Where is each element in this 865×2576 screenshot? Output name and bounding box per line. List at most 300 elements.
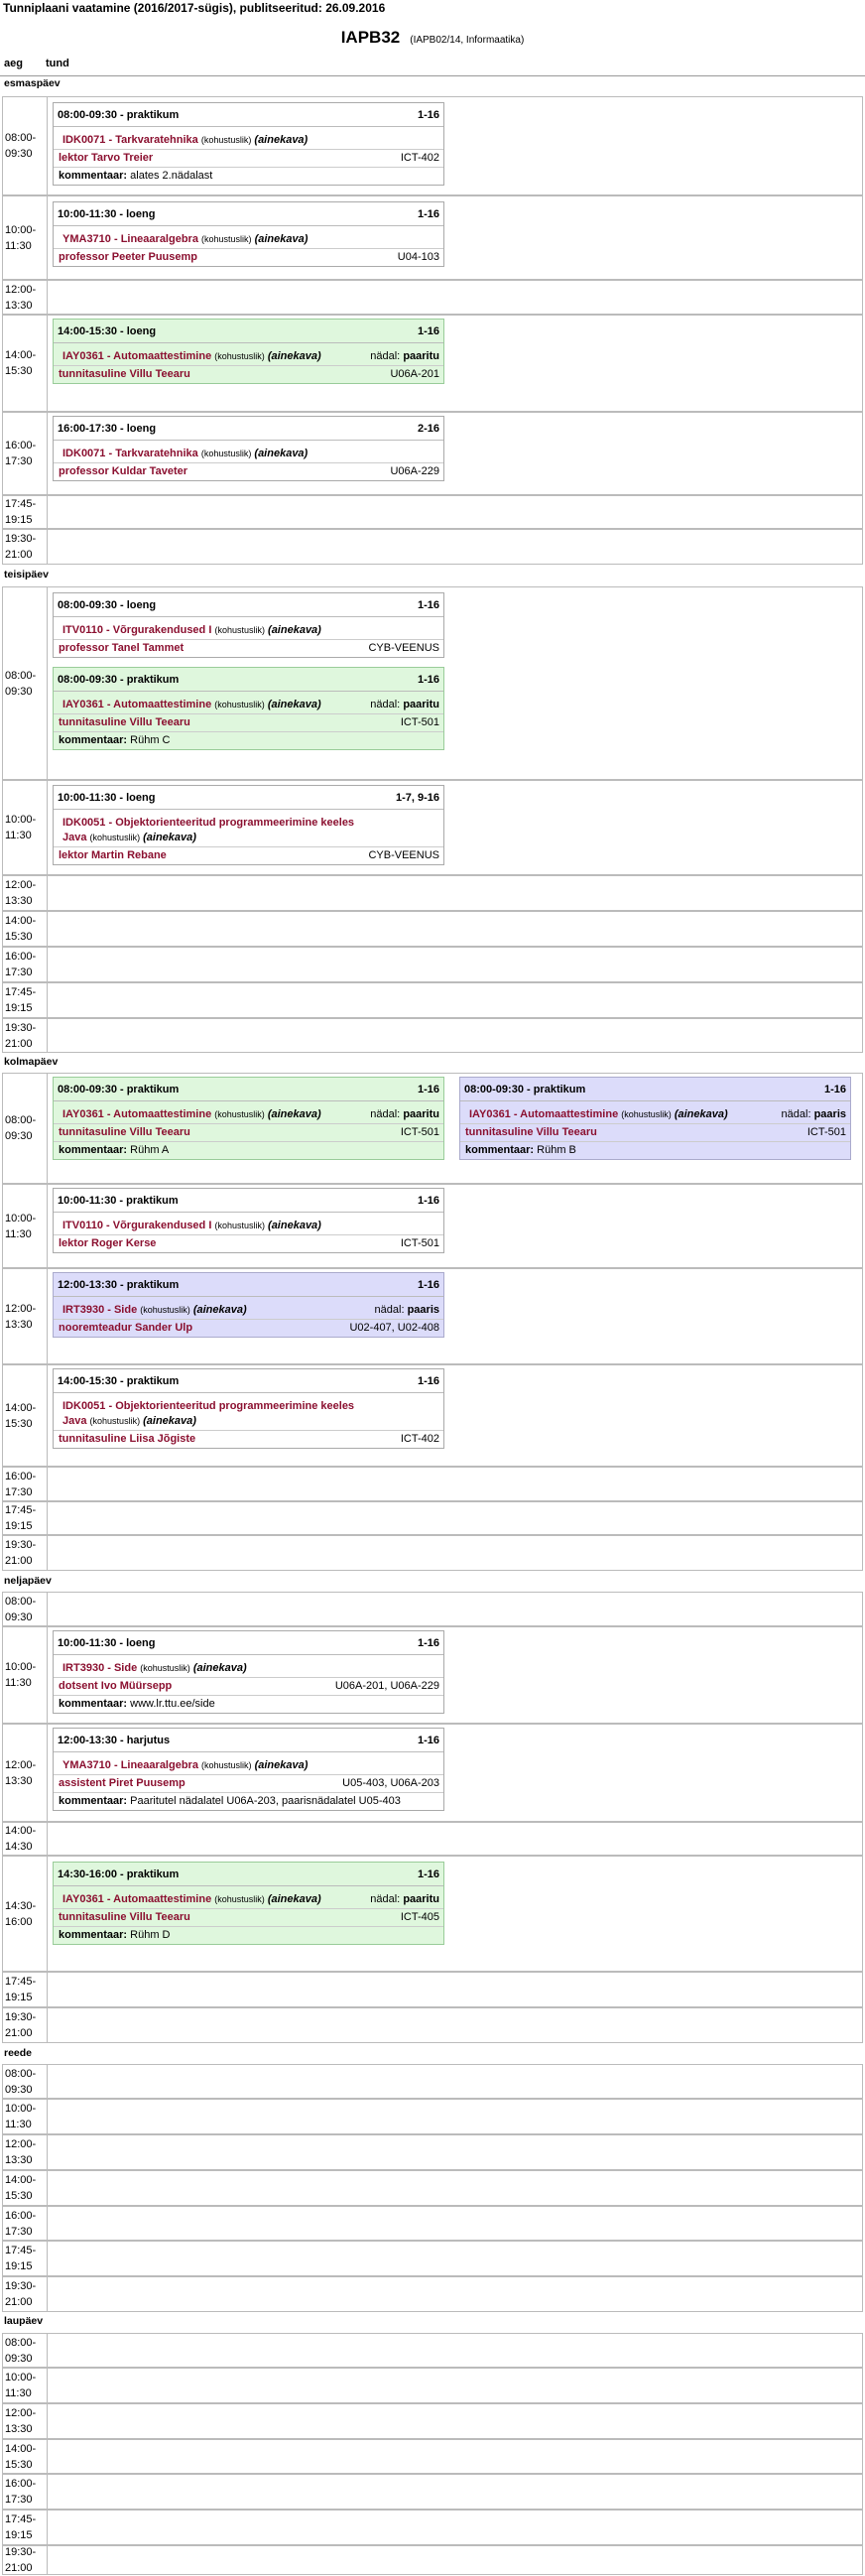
comment-text: Rühm D: [130, 1929, 171, 1941]
lesson-card: [53, 1272, 444, 1338]
slot-time: [5, 2441, 45, 2473]
lecturer-link[interactable]: lektor Tarvo Treier: [59, 152, 154, 164]
lesson-card: [53, 667, 444, 750]
slot-divider: [47, 530, 48, 564]
time-slot: [2, 2510, 863, 2545]
slot-time: [5, 1112, 45, 1144]
slot-divider: [47, 496, 48, 528]
lecturer-link[interactable]: lektor Martin Rebane: [59, 849, 167, 861]
lecturer-link[interactable]: lektor Roger Kerse: [59, 1237, 157, 1249]
time-slot: [2, 1592, 863, 1626]
slot-divider: [47, 2404, 48, 2438]
slot-divider: [47, 2334, 48, 2367]
slot-time-end: 17:30: [5, 1485, 33, 1498]
lesson-weeks: 1-16: [417, 674, 439, 686]
time-slot: [2, 875, 863, 911]
ainekava-link[interactable]: (ainekava): [268, 624, 321, 636]
lesson-card: [53, 416, 444, 481]
subject-link-cont[interactable]: Java: [62, 1415, 87, 1427]
lesson-subject-row: [54, 343, 443, 366]
slot-time-start: 14:00-: [5, 1401, 37, 1414]
lesson-header: [54, 1273, 443, 1297]
lesson-room: U04-103: [397, 251, 439, 263]
slot-divider: [47, 876, 48, 910]
lesson-card: [53, 1188, 444, 1253]
slot-time-start: 16:00-: [5, 2478, 37, 2490]
group-header: [0, 28, 865, 48]
slot-time-start: 19:30-: [5, 2280, 37, 2292]
lesson-subject-row: [54, 1297, 443, 1320]
slot-time-end: 15:30: [5, 365, 33, 377]
slot-time-end: 11:30: [5, 1227, 32, 1240]
column-header: [0, 58, 865, 74]
slot-divider: [47, 1365, 48, 1466]
lesson-weeks: 1-16: [417, 208, 439, 220]
slot-time-start: 19:30-: [5, 1021, 37, 1034]
group-subtitle: (IAPB02/14, Informaatika): [410, 35, 525, 46]
slot-divider: [47, 1857, 48, 1971]
lesson-lecturer-row: [54, 640, 443, 657]
slot-time-end: 13:30: [5, 2154, 33, 2166]
time-slot: [2, 1073, 863, 1184]
lesson-subject-row: [54, 127, 443, 150]
lesson-card: [53, 319, 444, 384]
time-slot: [2, 2007, 863, 2043]
slot-time-start: 10:00-: [5, 2372, 37, 2383]
subject-link[interactable]: YMA3710 - Lineaaralgebra: [62, 233, 198, 245]
lesson-card: [53, 201, 444, 267]
slot-time: [5, 531, 45, 563]
comment-text: Rühm B: [537, 1144, 576, 1156]
slot-divider: [47, 1725, 48, 1821]
lecturer-link[interactable]: tunnitasuline Villu Teearu: [59, 1911, 190, 1923]
slot-time: [5, 222, 45, 254]
slot-time-start: 19:30-: [5, 2011, 37, 2023]
slot-time-end: 17:30: [5, 2494, 33, 2506]
lecturer-link[interactable]: tunnitasuline Villu Teearu: [59, 368, 190, 380]
time-slot: [2, 96, 863, 195]
lesson-weeks: 1-16: [417, 1637, 439, 1649]
lesson-room: CYB-VEENUS: [368, 642, 439, 654]
slot-divider: [47, 2475, 48, 2509]
time-slot: [2, 2403, 863, 2439]
ainekava-link[interactable]: (ainekava): [192, 1662, 247, 1674]
mandatory-label: (kohustuslik): [214, 351, 265, 361]
lesson-comment-row: [54, 1927, 443, 1944]
slot-time-end: 17:30: [5, 966, 33, 978]
slot-time: [5, 1757, 45, 1789]
time-slot: [2, 280, 863, 315]
slot-time-start: 12:00-: [5, 879, 37, 891]
mandatory-label: (kohustuslik): [89, 833, 141, 842]
slot-time-start: 17:45-: [5, 2513, 37, 2525]
time-slot: [2, 2439, 863, 2474]
lesson-lecturer-row: [54, 1124, 443, 1142]
slot-time: [5, 282, 45, 314]
slot-time-start: 10:00-: [5, 1661, 37, 1673]
slot-time-end: 13:30: [5, 299, 33, 312]
slot-divider: [47, 1593, 48, 1625]
lesson-subject-row: [54, 692, 443, 714]
slot-time-start: 12:00-: [5, 283, 37, 296]
subject-link[interactable]: IAY0361 - Automaattestimine: [62, 1108, 212, 1120]
lesson-room: U06A-201: [390, 368, 439, 380]
comment-label: kommentaar:: [59, 1144, 128, 1156]
lesson-lecturer-row: [54, 150, 443, 168]
slot-time: [5, 668, 45, 700]
slot-time-start: 16:00-: [5, 2209, 37, 2222]
subject-link[interactable]: IAY0361 - Automaattestimine: [469, 1108, 619, 1120]
time-slot: [2, 2368, 863, 2403]
lesson-card: [53, 1862, 444, 1945]
week-label: nädal:: [370, 350, 401, 362]
day-label-tue: teisipäev: [4, 569, 49, 580]
ainekava-link[interactable]: (ainekava): [267, 699, 321, 710]
slot-time: [5, 2172, 45, 2204]
lesson-comment-row: [460, 1142, 850, 1159]
subject-link[interactable]: IAY0361 - Automaattestimine: [62, 699, 212, 710]
slot-time-end: 14:30: [5, 1841, 33, 1853]
slot-divider: [47, 948, 48, 981]
slot-time-start: 08:00-: [5, 2067, 37, 2080]
lesson-header: [54, 103, 443, 127]
slot-time: [5, 2335, 45, 2367]
slot-divider: [47, 2171, 48, 2205]
lesson-room: ICT-501: [400, 1126, 439, 1138]
lesson-subject-row: [54, 1752, 443, 1775]
time-slot: [2, 1856, 863, 1972]
slot-time-end: 19:15: [5, 2529, 33, 2541]
slot-divider: [47, 1502, 48, 1534]
lesson-card: [53, 1728, 444, 1811]
lesson-time-type: 08:00-09:30 - praktikum: [58, 674, 180, 686]
time-slot: [2, 412, 863, 495]
lecturer-link[interactable]: tunnitasuline Liisa Jõgiste: [59, 1433, 196, 1445]
slot-divider: [47, 1627, 48, 1723]
lesson-room: ICT-501: [400, 1237, 439, 1249]
week-parity-value: paaritu: [403, 1108, 439, 1120]
comment-text: Rühm A: [130, 1144, 170, 1156]
subject-link[interactable]: IAY0361 - Automaattestimine: [62, 350, 212, 362]
lesson-room: ICT-402: [400, 152, 439, 164]
time-slot: [2, 2474, 863, 2510]
mandatory-label: (kohustuslik): [89, 1416, 141, 1426]
ainekava-link[interactable]: (ainekava): [267, 350, 321, 362]
time-slot: [2, 780, 863, 875]
lesson-time-type: 08:00-09:30 - praktikum: [58, 109, 180, 121]
mandatory-label: (kohustuslik): [140, 1305, 190, 1315]
mandatory-label: (kohustuslik): [200, 135, 252, 145]
lecturer-link[interactable]: professor Peeter Puusemp: [59, 251, 197, 263]
lesson-room: U05-403, U06A-203: [342, 1777, 439, 1789]
comment-text: Rühm C: [130, 734, 171, 746]
ainekava-link[interactable]: (ainekava): [674, 1108, 728, 1120]
lesson-lecturer-row: [54, 847, 443, 864]
slot-time-end: 09:30: [5, 1610, 33, 1623]
subject-link[interactable]: IDK0051 - Objektorienteeritud programmeerimine keeles: [62, 1400, 355, 1412]
week-parity-value: paaritu: [403, 1893, 439, 1905]
day-label-sat: laupäev: [4, 2315, 44, 2327]
lesson-header: [54, 202, 443, 226]
mandatory-label: (kohustuslik): [140, 1663, 190, 1673]
mandatory-label: (kohustuslik): [214, 1221, 265, 1230]
ainekava-link[interactable]: (ainekava): [143, 832, 196, 843]
slot-time-start: 17:45-: [5, 1504, 37, 1516]
week-label: nädal:: [370, 1108, 401, 1120]
slot-divider: [47, 281, 48, 314]
comment-label: kommentaar:: [465, 1144, 535, 1156]
slot-time: [5, 2512, 45, 2543]
lesson-header: [54, 786, 443, 810]
lesson-lecturer-row: [54, 1320, 443, 1337]
lesson-header: [54, 593, 443, 617]
time-slot: [2, 2099, 863, 2134]
lesson-header: [54, 1631, 443, 1655]
subject-link[interactable]: IAY0361 - Automaattestimine: [62, 1893, 212, 1905]
ainekava-link[interactable]: (ainekava): [254, 134, 309, 146]
slot-time-end: 17:30: [5, 455, 33, 467]
page-title: Tunniplaani vaatamine (2016/2017-sügis), publitseeritud: 26.09.2016: [3, 1, 386, 15]
slot-time: [5, 1823, 45, 1855]
time-slot: [2, 2333, 863, 2368]
lesson-room: U02-407, U02-408: [349, 1322, 439, 1334]
week-parity: [782, 1107, 846, 1122]
week-parity: [370, 1107, 439, 1122]
slot-time-end: 09:30: [5, 2083, 33, 2096]
time-slot: [2, 195, 863, 280]
lesson-lecturer-row: [460, 1124, 850, 1142]
lesson-subject-row: [54, 1886, 443, 1909]
lecturer-link[interactable]: professor Kuldar Taveter: [59, 465, 188, 477]
lecturer-link[interactable]: assistent Piret Puusemp: [59, 1777, 185, 1789]
mandatory-label: (kohustuslik): [214, 625, 265, 635]
subject-link[interactable]: IDK0051 - Objektorienteeritud programmeerimine keeles: [62, 817, 355, 829]
time-slot: [2, 911, 863, 947]
slot-time-end: 21:00: [5, 2562, 33, 2574]
slot-time: [5, 2370, 45, 2401]
slot-time-end: 19:15: [5, 1992, 33, 2003]
subject-link[interactable]: IRT3930 - Side: [62, 1662, 138, 1674]
lesson-weeks: 1-16: [417, 109, 439, 121]
lesson-lecturer-row: [54, 366, 443, 383]
col-time: aeg: [4, 58, 23, 69]
lesson-room: U06A-229: [390, 465, 439, 477]
lesson-time-type: 08:00-09:30 - praktikum: [58, 1084, 180, 1095]
time-slot: [2, 2064, 863, 2099]
subject-link[interactable]: ITV0110 - Võrgurakendused I: [62, 1220, 212, 1231]
slot-time-start: 10:00-: [5, 2103, 37, 2115]
slot-divider: [47, 2546, 48, 2574]
slot-time-end: 19:15: [5, 2260, 33, 2272]
week-label: nädal:: [370, 1893, 401, 1905]
week-label: nädal:: [781, 1108, 811, 1120]
lesson-time-type: 08:00-09:30 - loeng: [58, 599, 157, 611]
week-parity: [370, 349, 439, 364]
slot-time-start: 12:00-: [5, 1758, 37, 1771]
lesson-weeks: 1-7, 9-16: [395, 792, 439, 804]
slot-time-start: 10:00-: [5, 223, 37, 236]
slot-time-start: 08:00-: [5, 669, 37, 682]
lesson-subject-row: [54, 1393, 443, 1431]
slot-time: [5, 1974, 45, 2005]
ainekava-link[interactable]: (ainekava): [267, 1893, 321, 1905]
week-label: nädal:: [370, 699, 401, 710]
ainekava-link[interactable]: (ainekava): [267, 1108, 321, 1120]
lesson-room: ICT-501: [806, 1126, 846, 1138]
ainekava-link[interactable]: (ainekava): [254, 1759, 309, 1771]
lesson-comment-row: [54, 1142, 443, 1159]
slot-time-start: 16:00-: [5, 1470, 37, 1482]
lesson-subject-row: [460, 1101, 850, 1124]
slot-time-start: 08:00-: [5, 1114, 37, 1126]
slot-time: [5, 1659, 45, 1691]
mandatory-label: (kohustuslik): [214, 700, 265, 709]
time-slot: [2, 2206, 863, 2241]
slot-time: [5, 2066, 45, 2098]
lesson-header: [54, 668, 443, 692]
slot-time: [5, 2544, 45, 2576]
slot-divider: [47, 2440, 48, 2473]
time-slot: [2, 1364, 863, 1467]
ainekava-link[interactable]: (ainekava): [254, 448, 309, 459]
lecturer-link[interactable]: tunnitasuline Villu Teearu: [59, 1126, 190, 1138]
mandatory-label: (kohustuslik): [214, 1894, 265, 1904]
slot-time-end: 09:30: [5, 2352, 33, 2365]
lesson-lecturer-row: [54, 1909, 443, 1927]
lesson-time-type: 10:00-11:30 - praktikum: [58, 1195, 179, 1207]
lesson-subject-row: [54, 617, 443, 640]
slot-time-end: 15:30: [5, 1417, 33, 1430]
slot-time-end: 19:15: [5, 514, 33, 526]
comment-label: kommentaar:: [59, 1929, 128, 1941]
slot-time-end: 16:00: [5, 1915, 33, 1928]
lesson-weeks: 1-16: [417, 1279, 439, 1291]
slot-time-end: 11:30: [5, 2119, 32, 2130]
slot-divider: [47, 781, 48, 874]
slot-time-end: 21:00: [5, 2296, 33, 2308]
slot-divider: [47, 1019, 48, 1052]
slot-time-end: 19:15: [5, 1002, 33, 1014]
lecturer-link[interactable]: tunnitasuline Villu Teearu: [465, 1126, 597, 1138]
time-slot: [2, 2241, 863, 2276]
ainekava-link[interactable]: (ainekava): [192, 1304, 247, 1316]
lesson-lecturer-row: [54, 1431, 443, 1448]
subject-link-cont[interactable]: Java: [62, 832, 87, 843]
slot-time-start: 10:00-: [5, 1212, 37, 1224]
slot-time-end: 13:30: [5, 1774, 33, 1787]
lesson-lecturer-row: [54, 714, 443, 732]
lesson-weeks: 1-16: [417, 1868, 439, 1880]
lesson-header: [460, 1078, 850, 1101]
time-slot: [2, 529, 863, 565]
slot-divider: [47, 983, 48, 1017]
slot-time-start: 17:45-: [5, 1976, 37, 1988]
day-label-fri: reede: [4, 2047, 33, 2059]
slot-divider: [47, 2277, 48, 2311]
week-parity-value: paaritu: [403, 699, 439, 710]
lecturer-link[interactable]: professor Tanel Tammet: [59, 642, 185, 654]
lesson-weeks: 1-16: [417, 1735, 439, 1746]
week-parity-value: paaris: [813, 1108, 846, 1120]
subject-link[interactable]: YMA3710 - Lineaaralgebra: [62, 1759, 198, 1771]
slot-divider: [47, 1185, 48, 1267]
time-slot: [2, 1268, 863, 1364]
comment-text: alates 2.nädalast: [130, 170, 213, 182]
lesson-subject-row: [54, 1101, 443, 1124]
ainekava-link[interactable]: (ainekava): [143, 1415, 196, 1427]
week-parity: [370, 1892, 439, 1907]
subject-link[interactable]: IDK0071 - Tarkvaratehnika: [62, 134, 198, 146]
lesson-card: [53, 1368, 444, 1449]
slot-divider: [47, 2135, 48, 2169]
slot-time-start: 14:00-: [5, 915, 37, 927]
slot-divider: [47, 2065, 48, 2098]
subject-link[interactable]: IRT3930 - Side: [62, 1304, 138, 1316]
subject-link[interactable]: IDK0071 - Tarkvaratehnika: [62, 448, 198, 459]
slot-divider: [47, 1074, 48, 1183]
slot-time: [5, 2009, 45, 2041]
mandatory-label: (kohustuslik): [214, 1109, 265, 1119]
slot-time-end: 21:00: [5, 549, 33, 561]
lesson-lecturer-row: [54, 463, 443, 480]
slot-time-end: 11:30: [5, 239, 32, 252]
mandatory-label: (kohustuslik): [201, 234, 252, 244]
lesson-time-type: 16:00-17:30 - loeng: [58, 423, 157, 435]
slot-divider: [47, 1468, 48, 1500]
comment-text: Paaritutel nädalatel U06A-203, paarisnädalatel U05-403: [130, 1795, 401, 1807]
slot-divider: [47, 2242, 48, 2275]
slot-divider: [47, 196, 48, 279]
lecturer-link[interactable]: nooremteadur Sander Ulp: [59, 1322, 193, 1334]
slot-time: [5, 913, 45, 945]
lesson-header: [54, 1369, 443, 1393]
time-slot: [2, 315, 863, 412]
lesson-room: U06A-201, U06A-229: [334, 1680, 439, 1692]
ainekava-link[interactable]: (ainekava): [254, 233, 309, 245]
slot-time-start: 08:00-: [5, 2336, 37, 2349]
slot-time: [5, 949, 45, 980]
slot-time: [5, 2278, 45, 2310]
slot-time-end: 13:30: [5, 1318, 33, 1331]
slot-time: [5, 2243, 45, 2274]
ainekava-link[interactable]: (ainekava): [268, 1220, 321, 1231]
lesson-header: [54, 1189, 443, 1213]
lesson-room: ICT-405: [400, 1911, 439, 1923]
week-label: nädal:: [374, 1304, 405, 1316]
lesson-comment-row: [54, 1696, 443, 1713]
lesson-time-type: 10:00-11:30 - loeng: [58, 1637, 156, 1649]
col-lesson: tund: [46, 58, 69, 69]
slot-divider: [47, 97, 48, 194]
time-slot: [2, 1501, 863, 1535]
slot-time-start: 12:00-: [5, 1302, 37, 1315]
slot-time-end: 15:30: [5, 931, 33, 943]
slot-time: [5, 1537, 45, 1569]
slot-time-end: 21:00: [5, 2027, 33, 2039]
time-slot: [2, 1535, 863, 1571]
time-slot: [2, 2276, 863, 2312]
lecturer-link[interactable]: tunnitasuline Villu Teearu: [59, 716, 190, 728]
time-slot: [2, 2545, 863, 2575]
day-label-mon: esmaspäev: [4, 77, 61, 89]
time-slot: [2, 1184, 863, 1268]
lecturer-link[interactable]: dotsent Ivo Müürsepp: [59, 1680, 173, 1692]
lesson-header: [54, 1078, 443, 1101]
subject-link[interactable]: ITV0110 - Võrgurakendused I: [62, 624, 212, 636]
time-slot: [2, 1018, 863, 1053]
time-slot: [2, 947, 863, 982]
lesson-time-type: 14:00-15:30 - praktikum: [58, 1375, 180, 1387]
